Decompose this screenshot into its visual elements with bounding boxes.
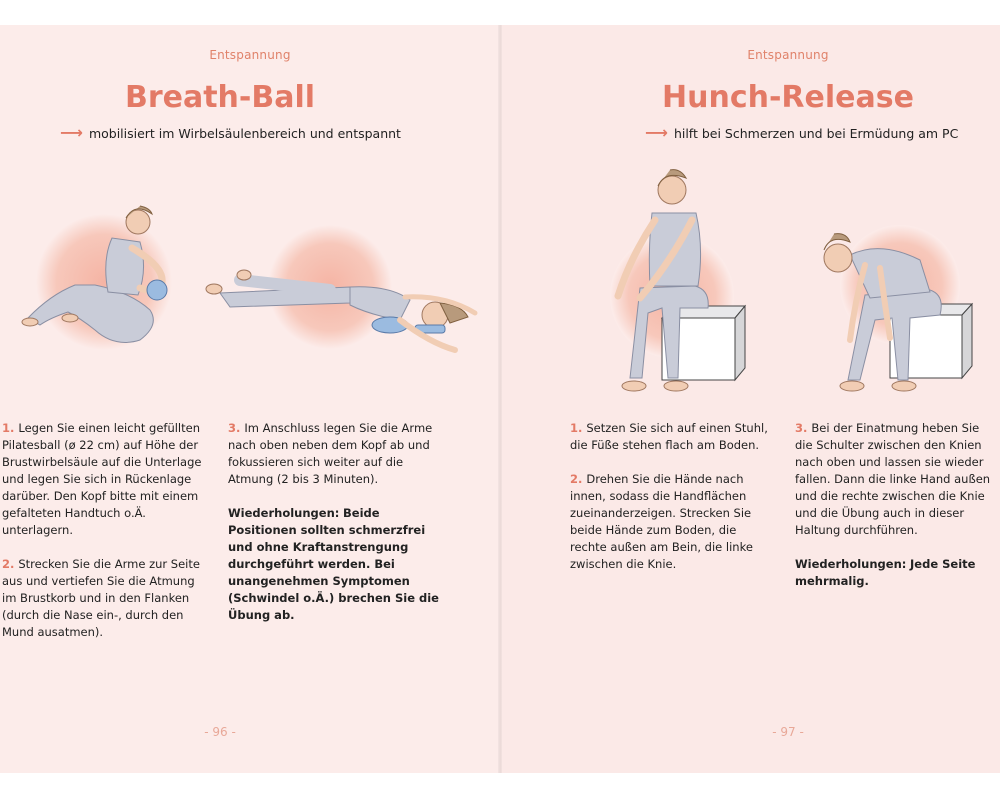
illustration-woman-lying	[200, 225, 490, 365]
arrow-right-icon: ⟶	[645, 123, 668, 142]
step-1-left: 1. Legen Sie einen leicht gefüllten Pilatesball (ø 22 cm) auf Höhe der Brustwirbelsäule auf die Unterlage und legen Sie sich in Rückenlage darüber. Den Kopf bitte mit einem gefalteten Handtuch o.Ä. unterlagern.	[2, 421, 202, 537]
page-number-right: - 97 -	[772, 725, 804, 739]
page-title-left: Breath-Ball	[124, 80, 316, 115]
section-label-left: Entspannung	[209, 48, 291, 62]
steps-column-right-2	[795, 420, 1000, 607]
illustration-woman-on-ball	[20, 200, 200, 360]
repetitions-left: Wiederholungen: Beide Positionen sollten schmerzfrei und ohne Kraftanstrengung durchgeführt werden. Bei unangenehmen Symptomen (Schwindel o.Ä.) brechen Sie die Übung ab.	[228, 506, 439, 622]
step-3-left: 3. Im Anschluss legen Sie die Arme nach oben neben dem Kopf ab und fokussieren sich weiter auf die Atmung (2 bis 3 Minuten).	[228, 421, 433, 486]
step-1-right: 1. Setzen Sie sich auf einen Stuhl, die Füße stehen flach am Boden.	[570, 421, 768, 452]
steps-column-right-1	[570, 420, 775, 590]
step-3-right: 3. Bei der Einatmung heben Sie die Schulter zwischen den Knien nach oben und lassen sie wieder fallen. Dann die linke Hand außen und die rechte zwischen die Knie und die Übung auch in dieser Haltung durchführen.	[795, 421, 991, 537]
subtitle-left	[60, 125, 401, 141]
steps-column-left-1	[2, 420, 212, 658]
subtitle-text-right: hilft bei Schmerzen und bei Ermüdung am PC	[673, 125, 959, 141]
arrow-right-icon: ⟶	[60, 123, 83, 142]
repetitions-right: Wiederholungen: Jede Seite mehrmalig.	[795, 557, 976, 588]
page-title-right: Hunch-Release	[662, 80, 914, 115]
subtitle-text-left: mobilisiert im Wirbelsäulenbereich und entspannt	[88, 125, 401, 141]
illustration-woman-seated-hunched	[810, 220, 980, 410]
step-2-right: 2. Drehen Sie die Hände nach innen, sodass die Handflächen zueinanderzeigen. Strecken Sie beide Hände zum Boden, die rechte außen am Bein, die linke zwischen die Knie.	[570, 472, 753, 571]
step-2-left: 2. Strecken Sie die Arme zur Seite aus und vertiefen Sie die Atmung im Brustkorb und in den Flanken (durch die Nase ein-, durch den Mund ausatmen).	[2, 557, 200, 639]
subtitle-right	[645, 125, 958, 141]
illustration-woman-seated-reaching	[600, 168, 760, 408]
page-number-left: - 96 -	[204, 725, 236, 739]
section-label-right: Entspannung	[747, 48, 829, 62]
book-gutter	[498, 25, 502, 773]
steps-column-left-2	[228, 420, 443, 641]
